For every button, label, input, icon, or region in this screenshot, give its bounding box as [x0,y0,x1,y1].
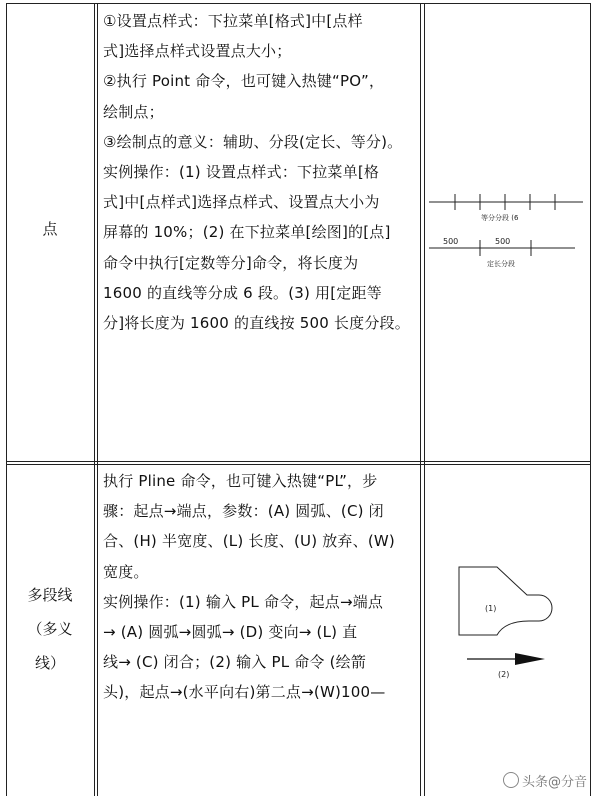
segment-length-label: 500 [495,237,511,246]
text-line: 实例操作：(1) 设置点样式：下拉菜单[格 [103,163,380,182]
measure-division-label: 定长分段 [487,260,515,268]
arrow-head [515,653,545,665]
text-line: 分]将长度为 1600 的直线按 500 长度分段。 [103,314,410,333]
row-label-polyline: 多段线 （多义 线） [27,586,73,672]
column-divider-1b [97,3,98,796]
column-divider-2 [420,3,421,796]
arrow-label: (2) [498,670,510,679]
row-text-polyline [103,466,418,708]
text-line: ③绘制点的意义：辅助、分段(定长、等分)。 [103,132,403,151]
watermark: 头条@分音 [503,771,587,790]
text-line: 实例操作：(1) 输入 PL 命令，起点→端点 [103,592,384,611]
text-line: 绘制点； [103,102,164,121]
table-border-right [590,3,591,796]
text-line: ①设置点样式：下拉菜单[格式]中[点样 [103,12,363,30]
text-line: 骤：起点→端点，参数：(A) 圆弧、(C) 闭 [103,502,384,521]
row-label-point: 点 [42,220,58,238]
column-divider-1 [94,3,95,796]
text-line: ②执行 Point 命令，也可键入热键“PO”， [103,72,385,91]
text-line: 合、(H) 半宽度、(L) 长度、(U) 放弃、(W) [103,532,395,551]
text-line: 执行 Pline 命令，也可键入热键“PL”，步 [103,472,378,490]
polyline-figure [425,555,589,690]
polyline-shape [459,567,552,635]
text-line: 式]选择点样式设置点大小； [103,42,292,61]
equal-division-label: 等分分段 (6 [481,214,519,222]
text-line: 屏幕的 10%；(2) 在下拉菜单[绘图]的[点] [103,223,391,242]
text-line: → (A) 圆弧→圆弧→ (D) 变向→ (L) 直 [103,623,358,642]
text-line: 宽度。 [103,562,149,581]
point-division-figure [425,180,589,280]
segment-length-label: 500 [443,237,459,246]
text-line: 线→ (C) 闭合；(2) 输入 PL 命令 (绘箭 [103,653,367,672]
text-line: 头)，起点→(水平向右)第二点→(W)100— [103,683,386,702]
shape-label: (1) [485,604,497,613]
watermark-logo-icon [503,772,519,788]
row-text-point [103,6,418,338]
text-line: 1600 的直线等分成 6 段。(3) 用[定距等 [103,283,382,302]
text-line: 式]中[点样式]选择点样式、设置点大小为 [103,193,380,212]
text-line: 命令中执行[定数等分]命令，将长度为 [103,253,359,272]
